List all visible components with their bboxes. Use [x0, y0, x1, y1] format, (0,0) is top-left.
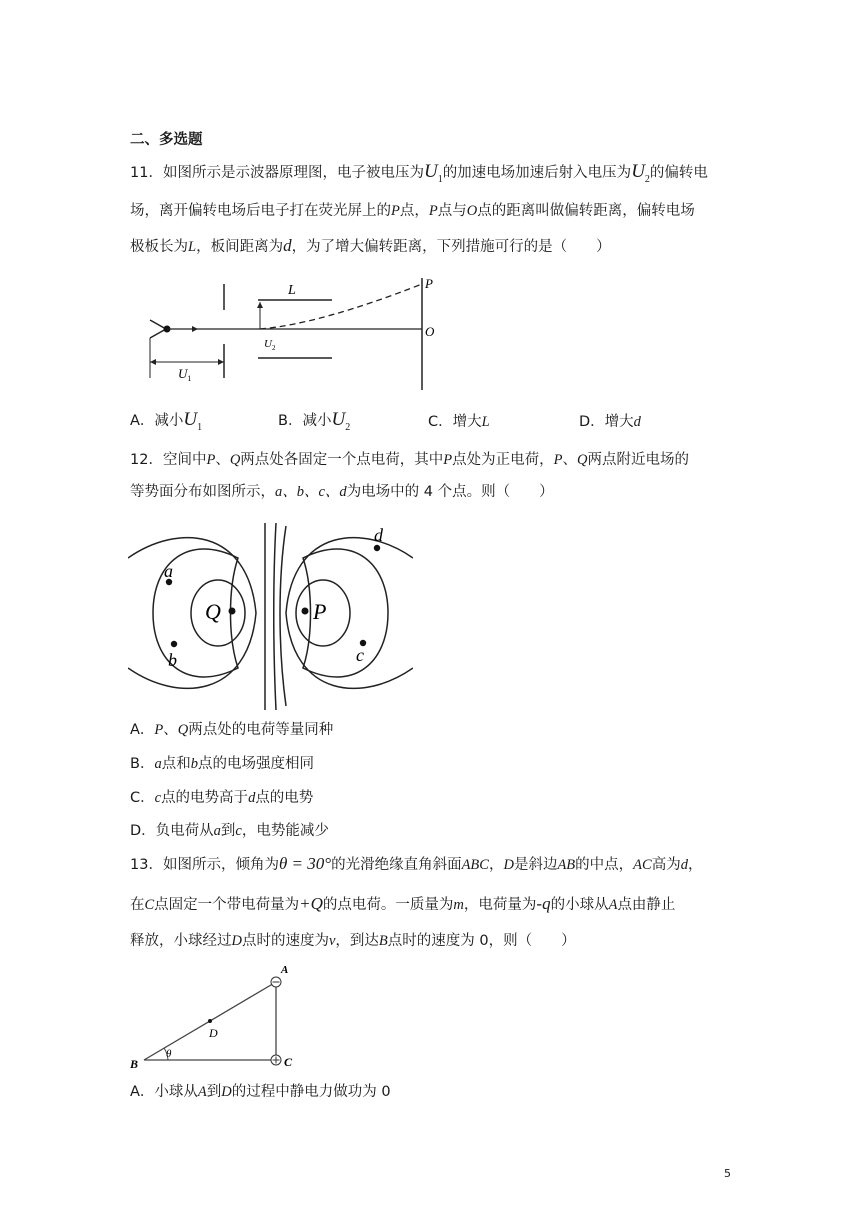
q11-option-c[interactable]: C．增大L	[428, 414, 490, 430]
q11-text: 如图所示是示波器原理图，电子被电压为	[162, 165, 424, 181]
q11-number: 11．	[130, 165, 163, 181]
page-number: 5	[724, 1167, 731, 1180]
q12-option-b[interactable]: B．a点和b点的电场强度相同	[130, 756, 314, 772]
q11-option-d[interactable]: D．增大d	[579, 414, 641, 430]
q11-label-l: L	[288, 283, 296, 298]
q11-line-3: 极板长为L，板间距离为d，为了增大偏转距离，下列措施可行的是（ ）	[130, 236, 611, 255]
q12-label-b: b	[168, 650, 177, 670]
q11-u2: $U_2$	[631, 161, 650, 185]
q11-line-2: 场，离开偏转电场后电子打在荧光屏上的P点，P点与O点的距离叫做偏转距离，偏转电场	[130, 203, 695, 219]
q13-label-c: C	[284, 1055, 293, 1069]
q11-text: 的加速电场加速后射入电压为	[442, 165, 632, 181]
q13-label-d: D	[209, 1026, 218, 1040]
q12-line-2: 等势面分布如图所示，a、b、c、d为电场中的 4 个点。则（ ）	[130, 484, 554, 500]
section-title: 二、多选题	[130, 132, 203, 148]
q12-label-q: Q	[205, 599, 221, 624]
q12-label-p: P	[313, 599, 327, 624]
q11-oscilloscope-figure	[140, 272, 450, 394]
q13-label-theta: θ	[166, 1048, 172, 1060]
q11-label-u1: $U_1$	[178, 366, 192, 383]
point-d-dot	[208, 1019, 212, 1023]
q13-line-1: 13．如图所示，倾角为θ = 30°的光滑绝缘直角斜面ABC，D是斜边AB的中点，AC高为d，	[130, 854, 703, 873]
beam-arrow-icon	[192, 326, 198, 332]
q13-label-b: B	[130, 1057, 139, 1071]
point-b-dot	[171, 641, 177, 647]
q13-label-a: A	[281, 964, 289, 976]
charge-p-dot	[302, 608, 309, 615]
q11-line-1	[130, 162, 708, 190]
charge-q-dot	[229, 608, 236, 615]
q11-label-p: P	[425, 276, 433, 291]
q13-incline-figure	[126, 960, 306, 1072]
q12-label-d: d	[374, 525, 383, 545]
q11-option-a[interactable]: A．减小$U_1$	[130, 409, 203, 433]
q11-label-u2: $U_2$	[264, 338, 276, 352]
q12-equipotential-figure	[128, 518, 413, 710]
q13-option-a[interactable]: A．小球从A到D的过程中静电力做功为 0	[130, 1084, 391, 1100]
q11-option-b[interactable]: B．减小$U_2$	[278, 409, 351, 433]
q12-option-a[interactable]: A．P、Q两点处的电荷等量同种	[130, 722, 334, 738]
q11-u1: $U_1$	[423, 161, 443, 185]
q13-line-3: 释放，小球经过D点时的速度为v，到达B点时的速度为 0，则（ ）	[130, 933, 576, 949]
point-d-dot	[374, 545, 380, 551]
electron-trajectory	[260, 284, 422, 329]
q11-label-o: O	[425, 324, 435, 339]
q12-label-a: a	[164, 561, 173, 581]
q13-line-2: 在C点固定一个带电荷量为+Q的点电荷。一质量为m，电荷量为-q的小球从A点由静止	[130, 894, 676, 913]
q11-text: 的偏转电	[649, 165, 708, 181]
q12-line-1: 12．空间中P、Q两点处各固定一个点电荷，其中P点处为正电荷，P、Q两点附近电场的	[130, 452, 689, 468]
q12-option-c[interactable]: C．c点的电势高于d点的电势	[130, 790, 314, 806]
q12-label-c: c	[356, 645, 364, 665]
q12-option-d[interactable]: D．负电荷从a到c，电势能减少	[130, 823, 329, 839]
